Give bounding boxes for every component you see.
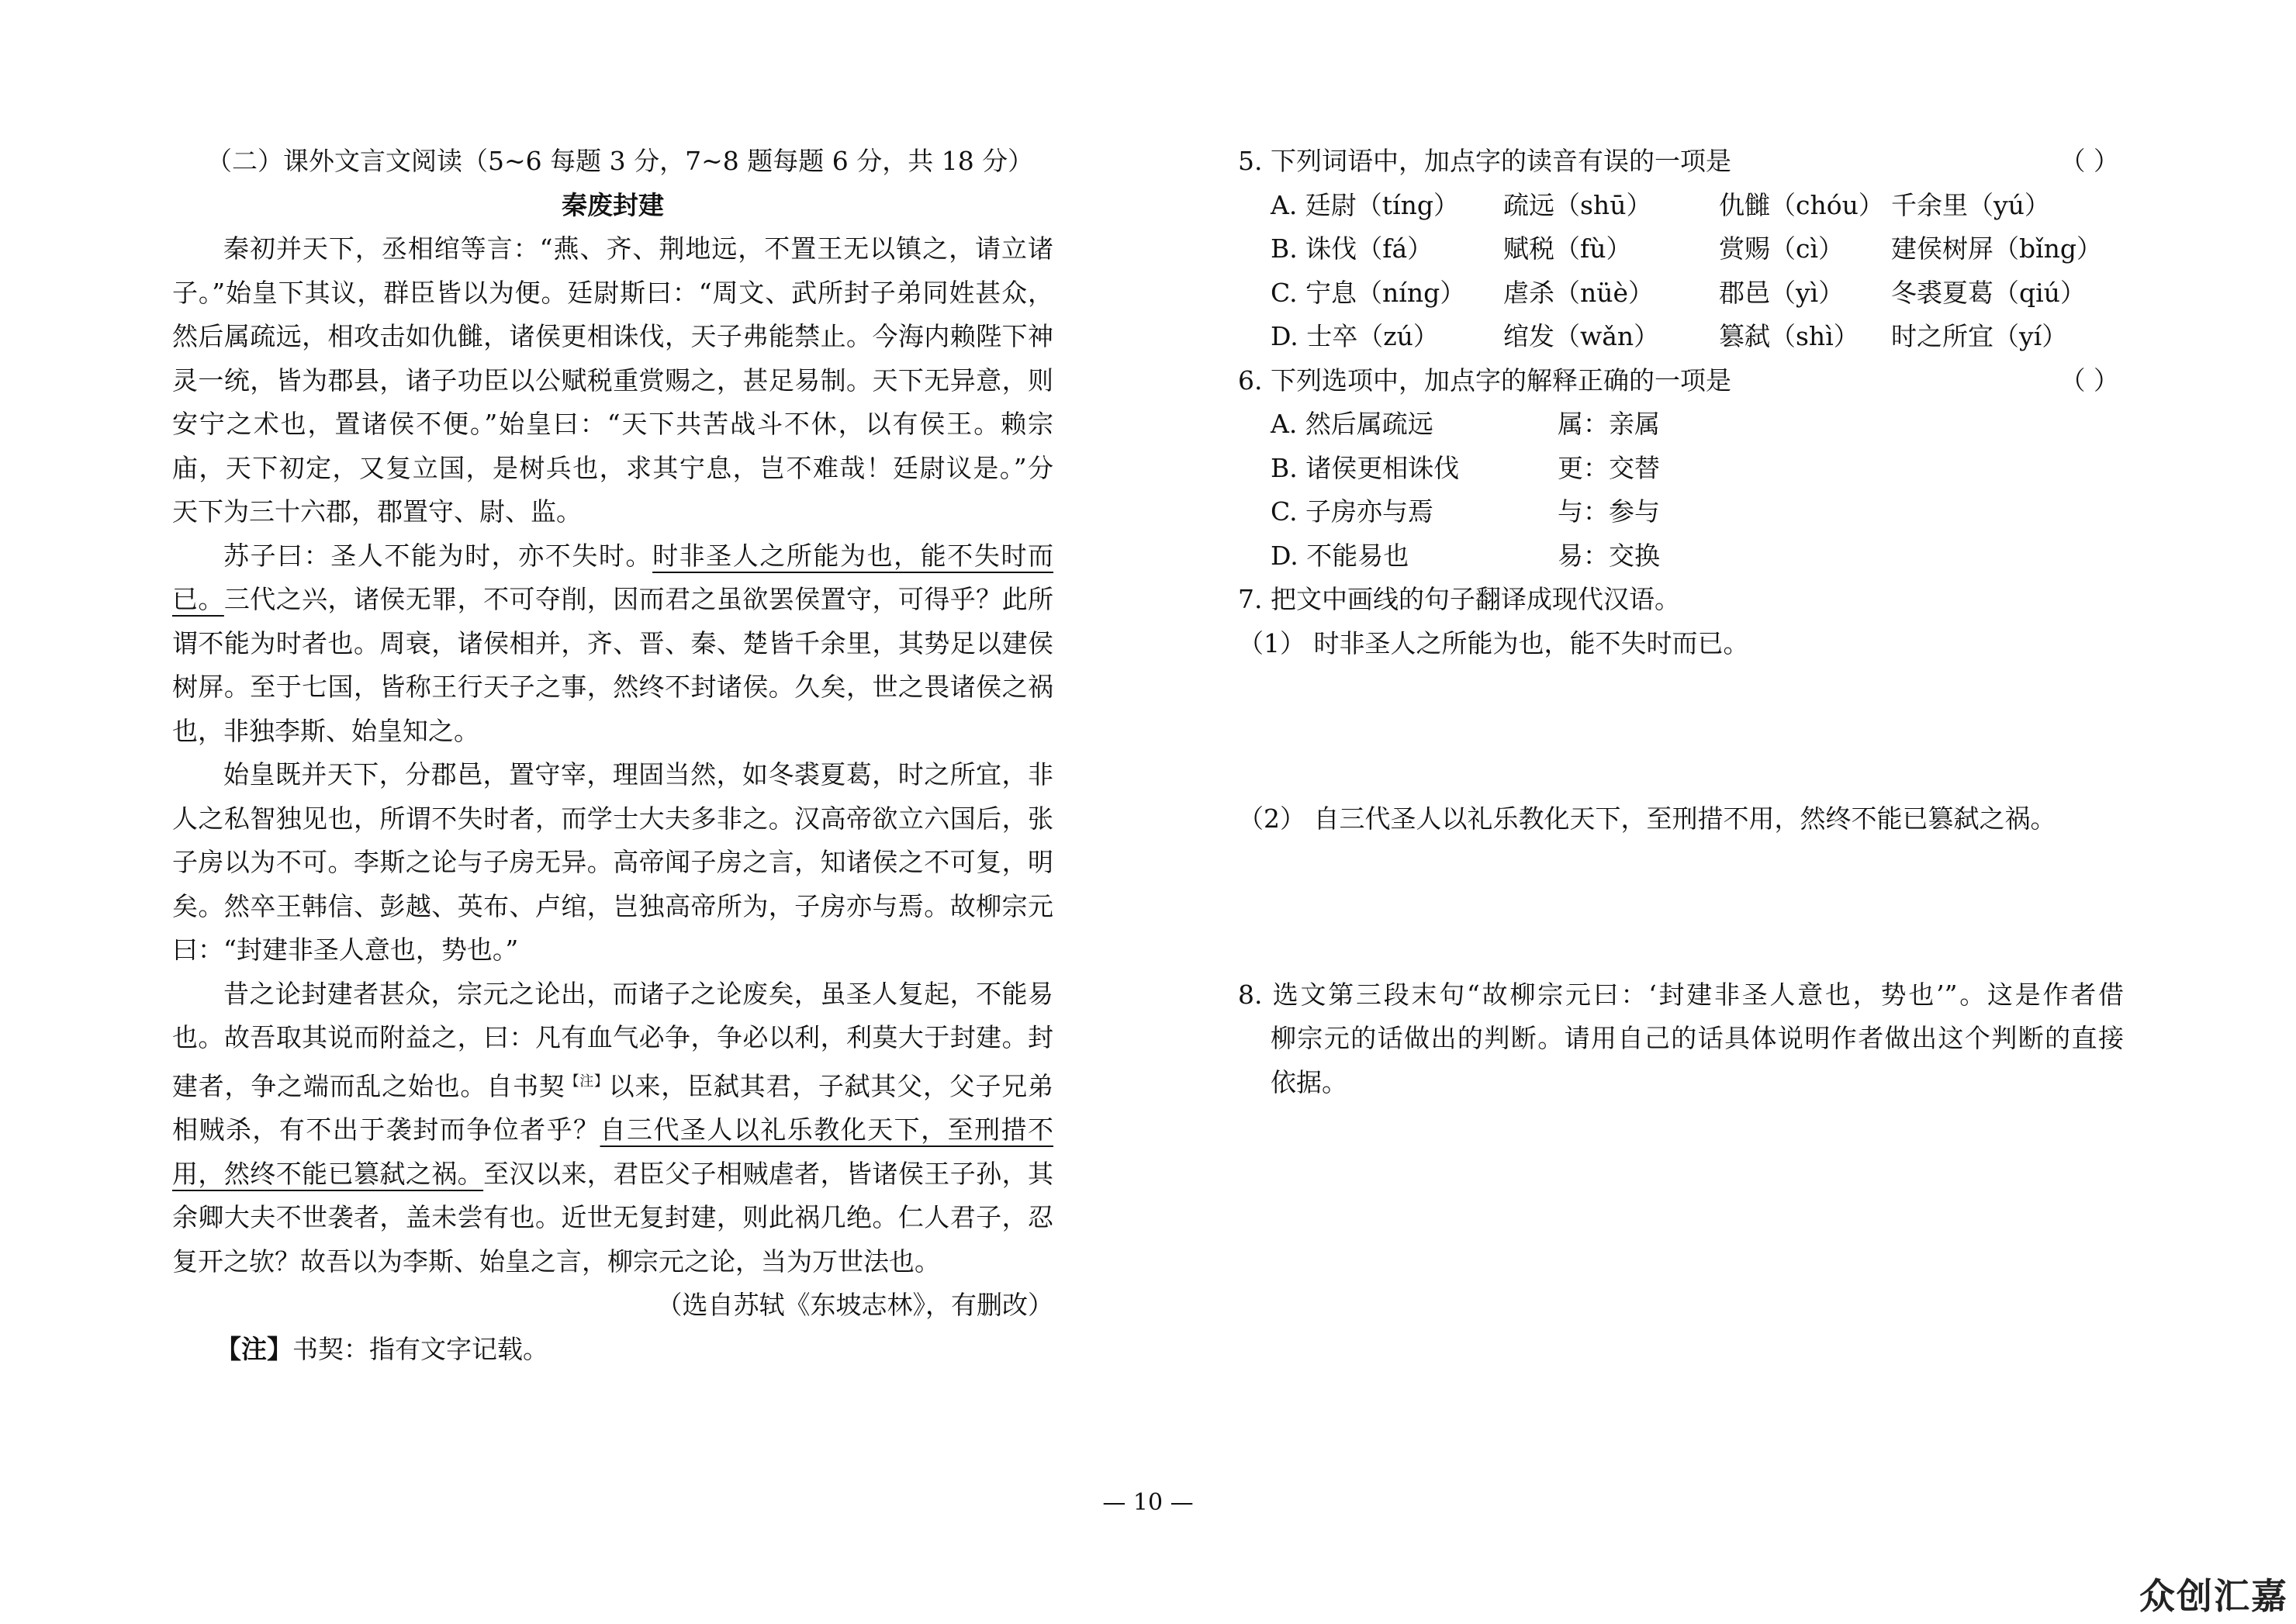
option-cell: 绾发（wǎn） bbox=[1503, 321, 1660, 351]
passage-line: 人之私智独见也，所谓不失时者，而学士大夫多非之。汉高帝欲立六国后，张 bbox=[172, 803, 1053, 834]
passage-line: 昔之论封建者甚众，宗元之论出，而诸子之论废矣，虽圣人复起，不能易 bbox=[223, 978, 1053, 1009]
option-cell: 赋税（fù） bbox=[1503, 233, 1632, 264]
question-stem-row bbox=[1238, 359, 2124, 403]
option-cell: 虐杀（nüè） bbox=[1503, 277, 1655, 308]
passage-line: 树屏。至于七国，皆称王行天子之事，然终不封诸侯。久矣，世之畏诸侯之祸 bbox=[172, 672, 1053, 702]
option-cell: A. 然后属疏远 bbox=[1271, 409, 1433, 439]
footnote-label: 【注】 bbox=[216, 1333, 292, 1364]
sub-question-1: （1） 时非圣人之所能为也，能不失时而已。 bbox=[1238, 627, 1749, 658]
passage-title: 秦废封建 bbox=[562, 189, 664, 220]
option-row-b bbox=[1271, 447, 2124, 491]
option-cell: C. 子房亦与焉 bbox=[1271, 496, 1434, 527]
option-cell: 疏远（shū） bbox=[1503, 189, 1652, 220]
question-stem: 6. 下列选项中，加点字的解释正确的一项是 bbox=[1238, 365, 1731, 396]
passage-line: 灵一统，皆为郡县，诸子功臣以公赋税重赏赐之，甚足易制。天下无异意，则 bbox=[172, 365, 1053, 396]
passage-line bbox=[172, 1152, 1053, 1197]
option-cell: 更：交替 bbox=[1558, 452, 1660, 483]
reading-passage-column bbox=[172, 140, 1053, 1371]
passage-text: 至汉以来，君臣父子相贼虐者，皆诸侯王子孙，其 bbox=[483, 1158, 1053, 1189]
passage-line: 也，非独李斯、始皇知之。 bbox=[172, 715, 479, 746]
option-cell: 仇雠（chóu） bbox=[1719, 189, 1884, 220]
paragraph-3 bbox=[172, 753, 1053, 973]
question-7 bbox=[1238, 578, 2124, 973]
question-6 bbox=[1238, 359, 2124, 579]
page-number: — 10 — bbox=[1102, 1489, 1194, 1516]
underlined-sentence-1-end: 已。 bbox=[172, 584, 224, 614]
passage-line: 子。”始皇下其议，群臣皆以为便。廷尉斯曰：“周文、武所封子弟同姓甚众， bbox=[172, 277, 1053, 308]
passage-line bbox=[172, 1108, 1053, 1152]
passage-text: 三代之兴，诸侯无罪，不可夺削，因而君之虽欲罢侯置守，可得乎？此所 bbox=[223, 584, 1053, 614]
option-cell: D. 不能易也 bbox=[1271, 540, 1409, 571]
option-cell: 篡弑（shì） bbox=[1719, 321, 1859, 351]
question-stem-row bbox=[1238, 140, 2124, 184]
question-8 bbox=[1238, 973, 2124, 1105]
source-citation: （选自苏轼《东坡志林》，有删改） bbox=[656, 1290, 1053, 1320]
option-row-a bbox=[1271, 403, 2124, 447]
passage-line: 安宁之术也，置诸侯不便。”始皇曰：“天下共苦战斗不休，以有侯王。赖宗 bbox=[172, 409, 1053, 439]
passage-text: 苏子曰：圣人不能为时，亦不失时。 bbox=[223, 540, 653, 571]
question-stem: 8. 选文第三段末句“故柳宗元曰：‘封建非圣人意也，势也’”。这是作者借 bbox=[1238, 979, 2124, 1010]
underlined-sentence-2: 自三代圣人以礼乐教化天下，至刑措不 bbox=[600, 1114, 1053, 1145]
answer-space-2[interactable] bbox=[1238, 841, 2124, 973]
option-row-b bbox=[1271, 227, 2124, 271]
option-row-c bbox=[1271, 271, 2124, 316]
questions-column bbox=[1238, 140, 2124, 1104]
footnote-marker: 【注】 bbox=[565, 1073, 609, 1090]
question-stem: 柳宗元的话做出的判断。请用自己的话具体说明作者做出这个判断的直接 bbox=[1271, 1023, 2124, 1053]
option-list bbox=[1238, 403, 2124, 578]
option-row-d bbox=[1271, 534, 2124, 579]
option-cell: 属：亲属 bbox=[1558, 409, 1660, 439]
option-cell: B. 诛伐（fá） bbox=[1271, 233, 1433, 264]
option-cell: 时之所宜（yí） bbox=[1891, 321, 2068, 351]
passage-line bbox=[172, 578, 1053, 622]
passage-line: 子房以为不可。李斯之论与子房无异。高帝闻子房之言，知诸侯之不可复，明 bbox=[172, 847, 1053, 877]
passage-line bbox=[172, 1060, 1053, 1109]
option-cell: 与：参与 bbox=[1558, 496, 1660, 527]
passage-line: 也。故吾取其说而附益之，曰：凡有血气必争，争必以利，利莫大于封建。封 bbox=[172, 1022, 1053, 1052]
passage-line: 然后属疏远，相攻击如仇雠，诸侯更相诛伐，天子弗能禁止。今海内赖陛下神 bbox=[172, 321, 1053, 351]
passage-line bbox=[172, 534, 1053, 579]
option-cell: 千余里（yú） bbox=[1891, 189, 2050, 220]
passage-line: 始皇既并天下，分郡邑，置守宰，理固当然，如冬裘夏葛，时之所宜，非 bbox=[223, 759, 1053, 790]
option-cell: A. 廷尉（tíng） bbox=[1271, 189, 1460, 220]
option-row-d bbox=[1271, 315, 2124, 359]
option-cell: 赏赐（cì） bbox=[1719, 233, 1845, 264]
option-row-c bbox=[1271, 490, 2124, 534]
section-heading: （二）课外文言文阅读（5~6 每题 3 分，7~8 题每题 6 分，共 18 分） bbox=[206, 146, 1034, 176]
question-5 bbox=[1238, 140, 2124, 359]
option-cell: B. 诸侯更相诛伐 bbox=[1271, 452, 1460, 483]
passage-text: 建者，争之端而乱之始也。自书契 bbox=[172, 1070, 565, 1101]
passage-line: 余卿大夫不世袭者，盖未尝有也。近世无复封建，则此祸几绝。仁人君子，忍 bbox=[172, 1202, 1053, 1232]
passage-line: 矣。然卒王韩信、彭越、英布、卢绾，岂独高帝所为，子房亦与焉。故柳宗元 bbox=[172, 890, 1053, 921]
option-cell: 郡邑（yì） bbox=[1719, 277, 1845, 308]
passage-text: 以来，臣弑其君，子弑其父，父子兄弟 bbox=[608, 1070, 1053, 1101]
passage-line: 曰：“封建非圣人意也，势也。” bbox=[172, 935, 519, 965]
option-cell: C. 宁息（níng） bbox=[1271, 277, 1466, 308]
option-cell: 易：交换 bbox=[1558, 540, 1660, 571]
passage-line: 谓不能为时者也。周衰，诸侯相并，齐、晋、秦、楚皆千余里，其势足以建侯 bbox=[172, 627, 1053, 658]
passage-line: 天下为三十六郡，郡置守、尉、监。 bbox=[172, 496, 582, 527]
question-stem: 5. 下列词语中，加点字的读音有误的一项是 bbox=[1238, 146, 1731, 176]
question-stem: 依据。 bbox=[1271, 1066, 1347, 1097]
question-stem: 7. 把文中画线的句子翻译成现代汉语。 bbox=[1238, 584, 1680, 614]
footnote bbox=[172, 1328, 1053, 1372]
passage-line: 复开之欤？故吾以为李斯、始皇之言，柳宗元之论，当为万世法也。 bbox=[172, 1246, 940, 1277]
passage-text: 相贼杀，有不出于袭封而争位者乎？ bbox=[172, 1114, 600, 1145]
underlined-sentence-1: 时非圣人之所能为也，能不失时而 bbox=[652, 540, 1053, 571]
option-cell: 冬裘夏葛（qiú） bbox=[1891, 277, 2086, 308]
paragraph-4 bbox=[172, 973, 1053, 1284]
option-row-a bbox=[1271, 184, 2124, 228]
paragraph-1 bbox=[172, 227, 1053, 534]
answer-blank[interactable]: （ ） bbox=[2059, 365, 2119, 396]
underlined-sentence-2-end: 用，然终不能已篡弑之祸。 bbox=[172, 1158, 484, 1189]
passage-line: 秦初并天下，丞相绾等言：“燕、齐、荆地远，不置王无以镇之，请立诸 bbox=[223, 233, 1053, 264]
answer-space-1[interactable] bbox=[1238, 665, 2124, 797]
option-cell: D. 士卒（zú） bbox=[1271, 321, 1439, 351]
footnote-text: 书契：指有文字记载。 bbox=[292, 1333, 548, 1364]
option-list bbox=[1238, 184, 2124, 359]
sub-question-2: （2） 自三代圣人以礼乐教化天下，至刑措不用，然终不能已篡弑之祸。 bbox=[1238, 803, 2056, 834]
option-cell: 建侯树屏（bǐng） bbox=[1891, 233, 2103, 264]
passage-line: 庙，天下初定，又复立国，是树兵也，求其宁息，岂不难哉！廷尉议是。”分 bbox=[172, 452, 1053, 483]
watermark-logo: 众创汇嘉 bbox=[2139, 1575, 2288, 1617]
paragraph-2 bbox=[172, 534, 1053, 754]
answer-blank[interactable]: （ ） bbox=[2059, 146, 2119, 176]
